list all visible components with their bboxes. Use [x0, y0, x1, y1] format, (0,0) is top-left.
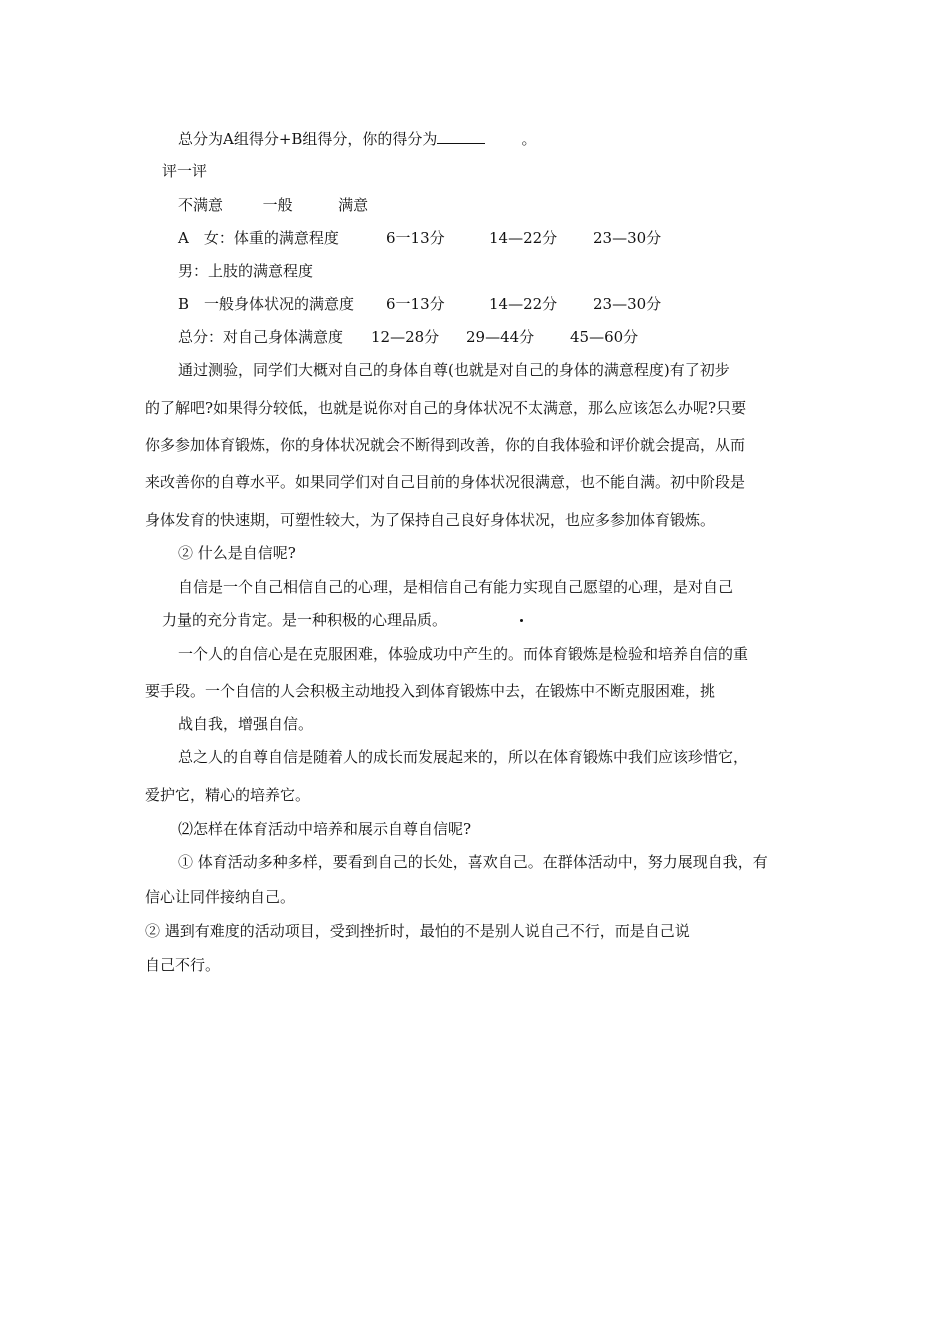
para6-line-2: 自己不行。	[145, 956, 221, 974]
para3-line-2: 要手段。一个自信的人会积极主动地投入到体育锻炼中去，在锻炼中不断克服困难，挑	[145, 682, 716, 700]
total-range-3: 45—60分	[570, 328, 639, 346]
row-a-range-2: 14—22分	[489, 229, 558, 247]
score-line-prefix: 总分为A组得分+B组得分，你的得分为	[178, 130, 438, 148]
para5-line-1: ① 体育活动多种多样，要看到自己的长处，喜欢自己。在群体活动中，努力展现自我，有	[178, 853, 768, 871]
stray-dot	[520, 619, 523, 622]
score-line-suffix: 。	[521, 130, 537, 148]
row-a-label: A 女：体重的满意程度	[178, 229, 339, 247]
row-b-range-2: 14—22分	[489, 295, 558, 313]
para1-line-3: 你多参加体育锻炼，你的身体状况就会不断得到改善，你的自我体验和评价就会提高，从而	[145, 436, 746, 454]
row-b-range-1: 6一13分	[386, 295, 445, 313]
question-2: ② 什么是自信呢?	[178, 544, 296, 562]
score-blank	[437, 129, 485, 144]
row-b-range-3: 23—30分	[593, 295, 662, 313]
level-dissatisfied: 不满意	[178, 196, 224, 214]
para5-line-2: 信心让同伴接纳自己。	[145, 888, 296, 906]
para1-line-2: 的了解吧?如果得分较低，也就是说你对自己的身体状况不太满意，那么应该怎么办呢?只要	[145, 399, 747, 417]
para1-line-1: 通过测验，同学们大概对自己的身体自尊(也就是对自己的身体的满意程度)有了初步	[178, 361, 730, 379]
row-a-range-3: 23—30分	[593, 229, 662, 247]
table-row-a	[178, 227, 339, 249]
levels-row	[178, 194, 368, 216]
para6-line-1: ② 遇到有难度的活动项目，受到挫折时，最怕的不是别人说自己不行，而是自己说	[145, 922, 690, 940]
score-line	[178, 128, 536, 150]
para4-line-1: 总之人的自尊自信是随着人的成长而发展起来的，所以在体育锻炼中我们应该珍惜它，	[178, 748, 749, 766]
question-3: ⑵怎样在体育活动中培养和展示自尊自信呢?	[178, 820, 472, 838]
para3-line-3: 战自我，增强自信。	[178, 715, 314, 733]
level-satisfied: 满意	[338, 196, 369, 214]
row-a-range-1: 6一13分	[386, 229, 445, 247]
para4-line-2: 爱护它，精心的培养它。	[145, 786, 311, 804]
table-row-b	[178, 293, 354, 315]
para3-line-1: 一个人的自信心是在克服困难，体验成功中产生的。而体育锻炼是检验和培养自信的重	[178, 645, 749, 663]
total-label: 总分：对自己身体满意度	[178, 328, 344, 346]
table-row-a-male: 男：上肢的满意程度	[178, 262, 314, 280]
para1-line-5: 身体发育的快速期，可塑性较大，为了保持自己良好身体状况，也应多参加体育锻炼。	[145, 511, 716, 529]
para1-line-4: 来改善你的自尊水平。如果同学们对自己目前的身体状况很满意，也不能自满。初中阶段是	[145, 473, 746, 491]
total-range-1: 12—28分	[371, 328, 440, 346]
para2-line-1: 自信是一个自己相信自己的心理，是相信自己有能力实现自己愿望的心理，是对自己	[178, 578, 734, 596]
total-range-2: 29—44分	[466, 328, 535, 346]
table-total	[178, 326, 343, 348]
eval-heading: 评一评	[162, 162, 208, 180]
para2-line-2: 力量的充分肯定。是一种积极的心理品质。	[162, 611, 448, 629]
row-b-label: B 一般身体状况的满意度	[178, 295, 355, 313]
level-average: 一般	[262, 196, 293, 214]
